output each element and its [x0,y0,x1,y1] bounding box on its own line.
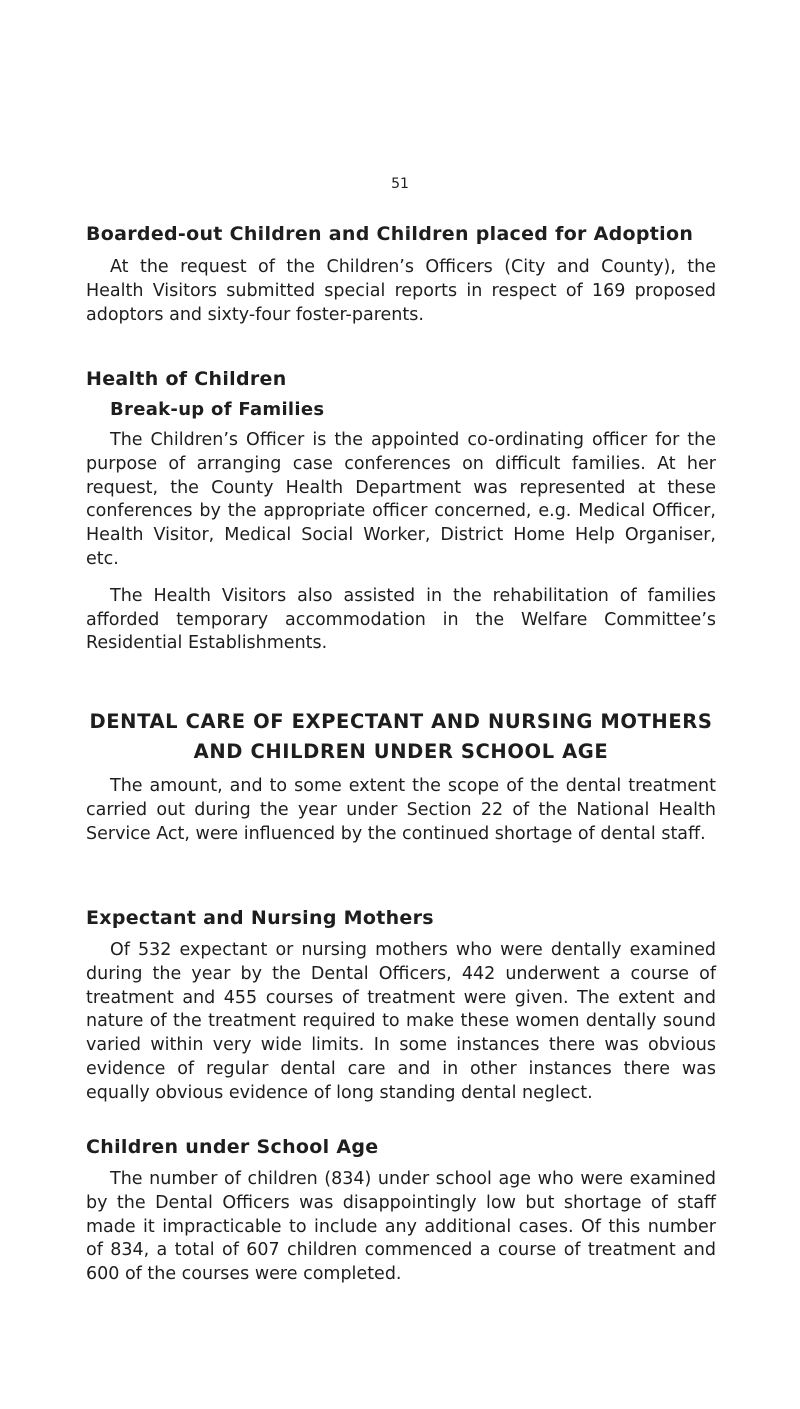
section-heading: Health of Children [86,368,287,390]
section-dental-care [86,775,716,846]
subsection-heading: Break-up of Families [110,399,325,420]
section-children-under-school-age [86,1135,716,1287]
section-heading-line: DENTAL CARE OF EXPECTANT AND NURSING MOTHERS [89,710,713,733]
paragraph: The amount, and to some extent the scope of the dental treatment carried out during the year under Section 22 of the National Health Service Act, were influenced by the continued shortage of dental staff. [86,776,716,844]
page-number: 51 [391,176,409,192]
section-boarded-out [86,222,716,327]
paragraph: The number of children (834) under school age who were examined by the Dental Officers was disappointingly low but shortage of staff made it impracticable to include any additional cases. Of this number of 834, a total of 607 children commenced a course of treatment and 600 of the courses were completed. [86,1169,716,1285]
section-heading: Boarded-out Children and Children placed for Adoption [86,223,694,245]
section-heading-line: AND CHILDREN UNDER SCHOOL AGE [193,740,609,763]
section-heading: Expectant and Nursing Mothers [86,907,434,929]
paragraph: The Health Visitors also assisted in the rehabilitation of families afforded temporary accommodation in the Welfare Committee’s Residential Establishments. [86,585,716,654]
paragraph: At the request of the Children’s Officers (City and County), the Health Visitors submitted special reports in respect of 169 proposed adoptors and sixty-four foster-parents. [86,257,716,325]
section-heading: Children under School Age [86,1136,379,1158]
section-health-of-children [86,367,716,656]
paragraph: Of 532 expectant or nursing mothers who were dentally examined during the year by the Dental Officers, 442 underwent a course of treatment and 455 courses of treatment were given. The extent and nature of the treatment required to make these women dentally sound varied within very wide limits. In some instances there was obvious evidence of regular dental care and in other instances there was equally obvious evidence of long standing dental neglect. [86,940,716,1103]
paragraph: The Children’s Officer is the appointed co-ordinating officer for the purpose of arranging case conferences on difficult families. At her request, the County Health Department was represented at these conferences by the appropriate officer concerned, e.g. Medical Officer, Health Visitor, Medical Social Worker, District Home Help Organiser, etc. [86,430,716,569]
section-expectant-mothers [86,906,716,1106]
